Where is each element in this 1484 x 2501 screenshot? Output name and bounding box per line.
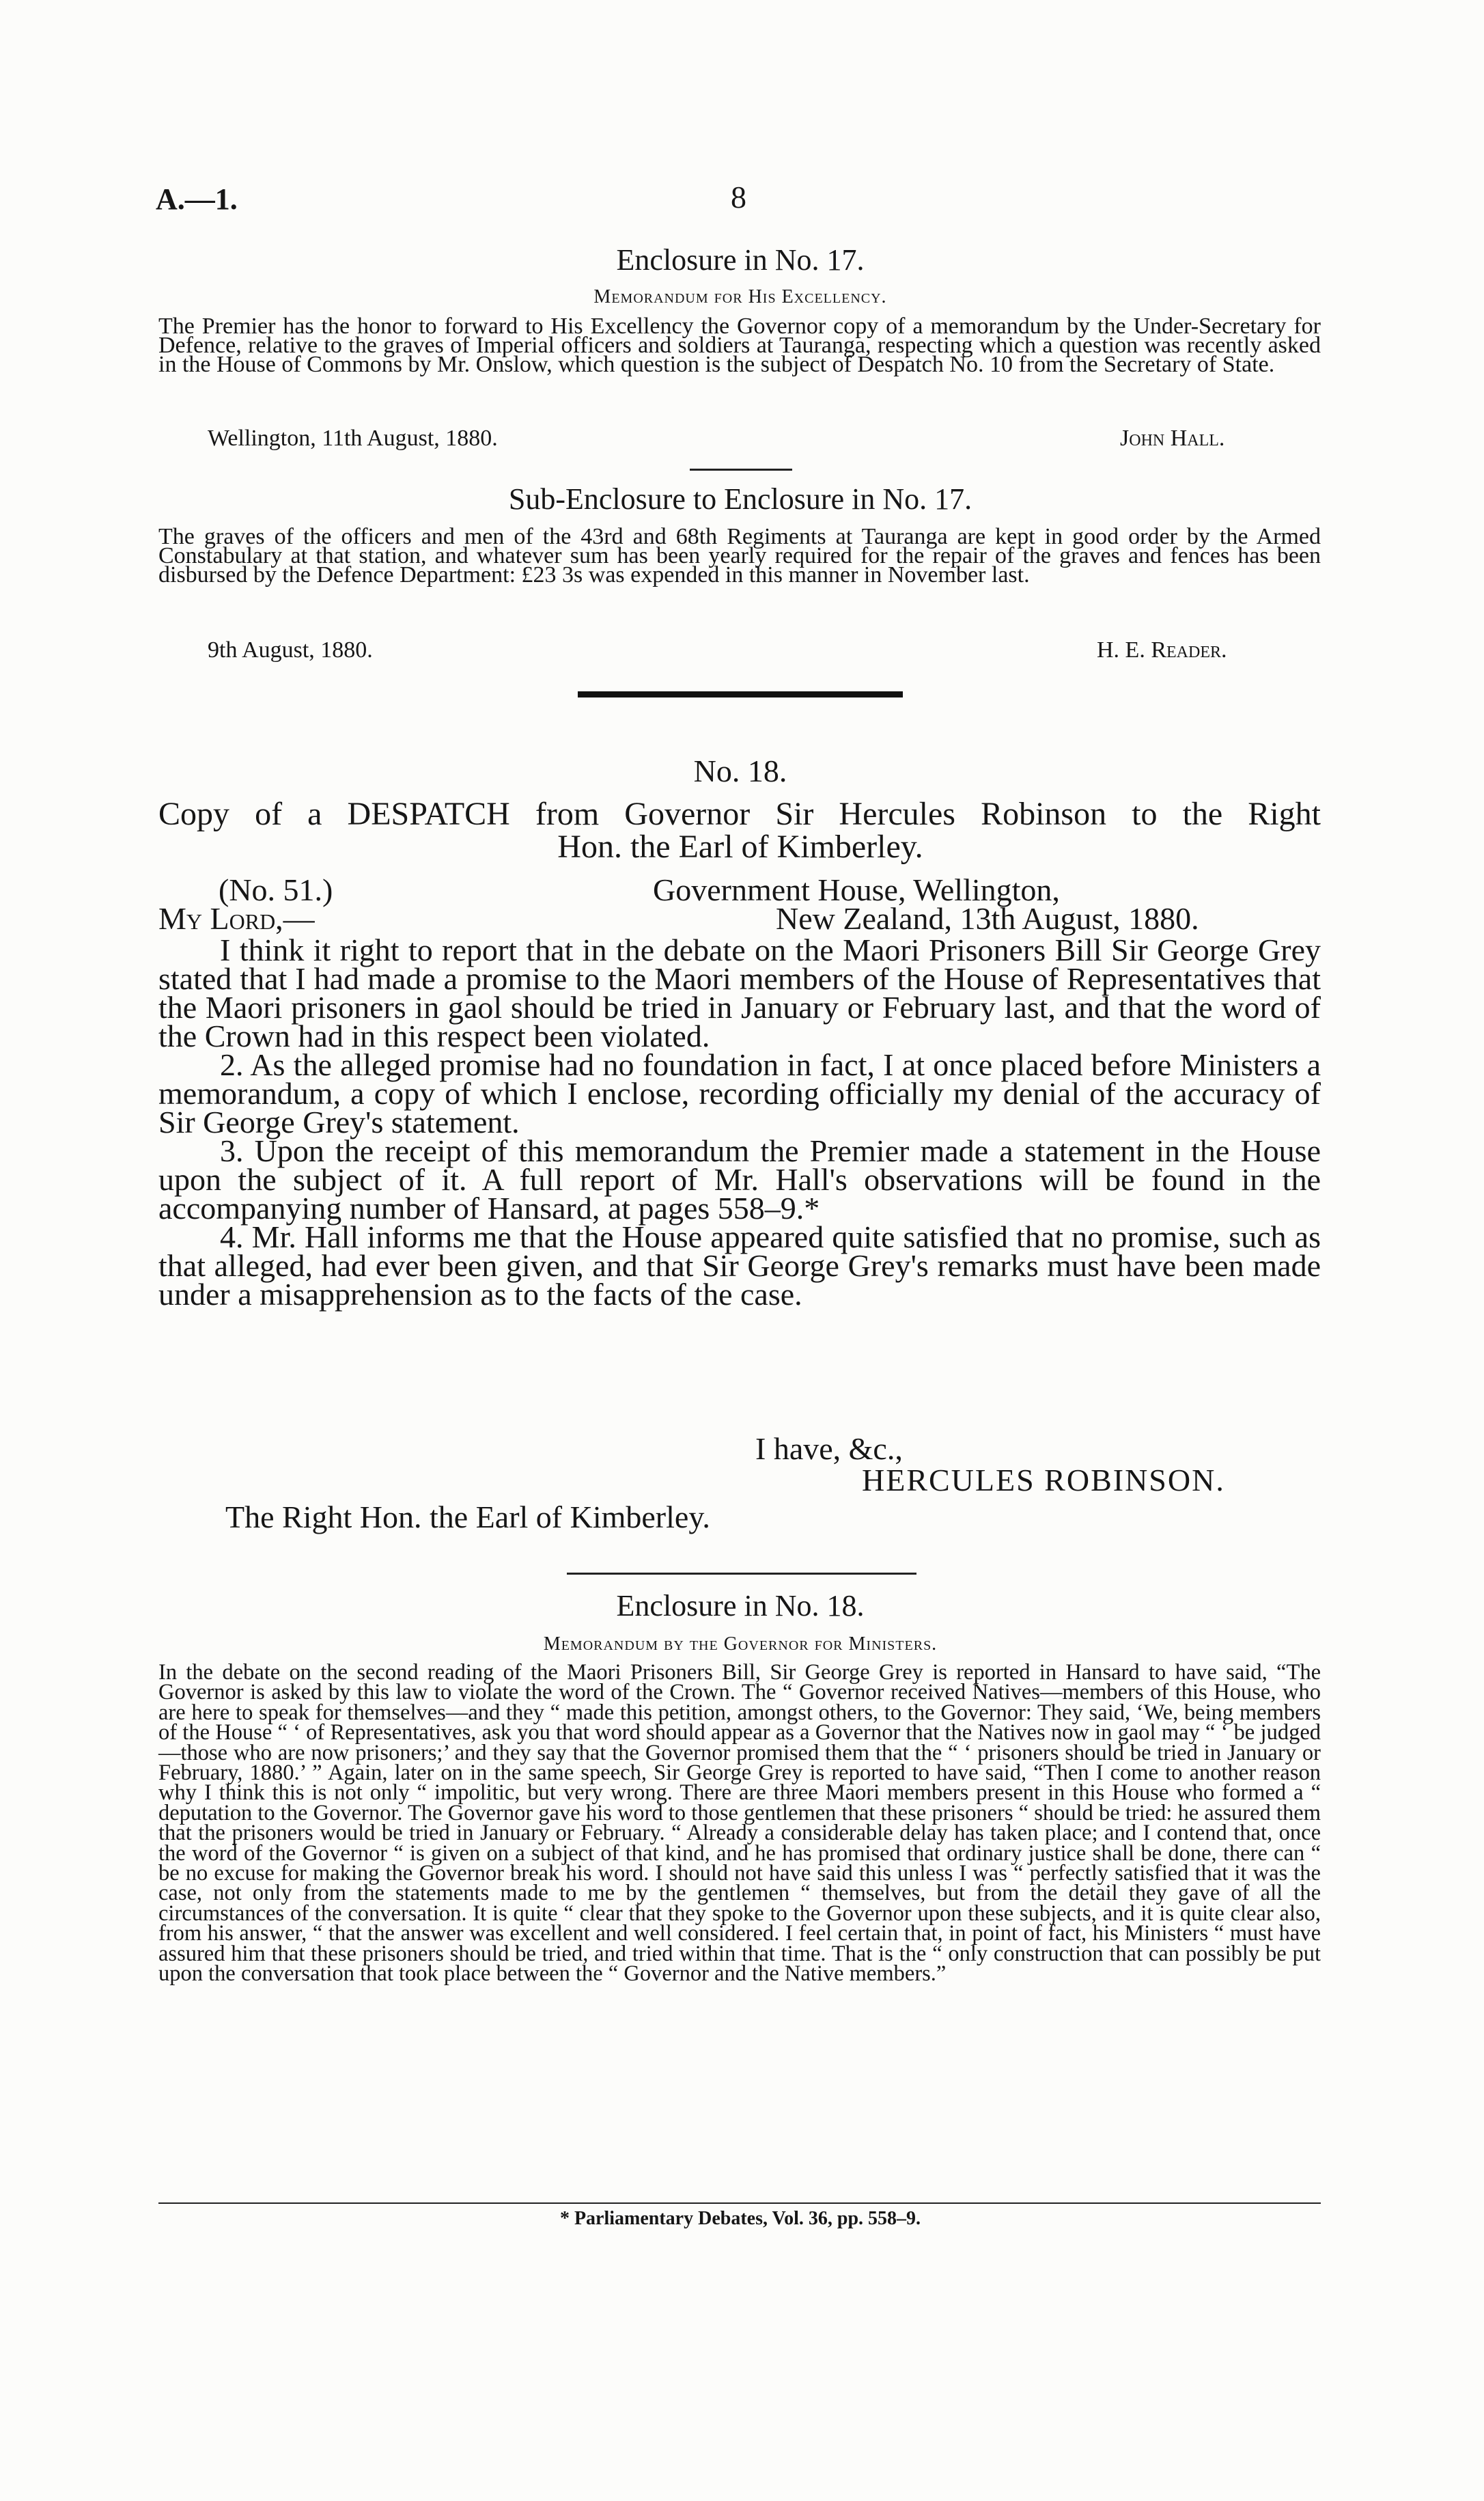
- footnote: * Parliamentary Debates, Vol. 36, pp. 558–9.: [559, 2208, 921, 2229]
- section-divider: [578, 691, 903, 697]
- sub-enclosure17-body: The graves of the officers and men of the 43rd and 68th Regiments at Tauranga are kept in good order by the Armed Constabulary at that station, and whatever sum has been yearly required for the repair of the graves and fences has been disbursed by the Defence Department: £23 3s was expended in this manner in November last.: [158, 524, 1321, 588]
- enclosure17-body: The Premier has the honor to forward to His Excellency the Governor copy of a memorandum by the Under-Secretary for Defence, relative to the graves of Imperial officers and soldiers at Tauranga, respecting which a question was recently asked in the House of Commons by Mr. Onslow, which question is the subject of Despatch No. 10 from the Secretary of State.: [158, 314, 1321, 377]
- despatch-body: [158, 932, 1321, 1312]
- page-number: 8: [731, 180, 746, 215]
- sub-enclosure17-signature: H. E. Reader.: [1097, 637, 1227, 663]
- enclosure18-rule: [567, 1573, 916, 1575]
- enclosure17-memo-heading: Memorandum for His Excellency.: [593, 286, 887, 307]
- series-label: A.—1.: [156, 182, 238, 216]
- sub-enclosure17-date: 9th August, 1880.: [208, 637, 373, 663]
- despatch-paragraph-2: 2. As the alleged promise had no foundation in fact, I at once placed before Ministers a memorandum, a copy of which I enclose, recording officially my denial of the accuracy of Sir George Grey's statement.: [158, 1047, 1321, 1139]
- address-line2: New Zealand, 13th August, 1880.: [776, 901, 1199, 936]
- footnote-rule: [158, 2202, 1321, 2204]
- despatch-paragraph-1: I think it right to report that in the debate on the Maori Prisoners Bill Sir George Grey stated that I had made a promise to the Maori members of the House of Representatives that the Maori prisoners in gaol should be tried in January or February last, and that the word of the Crown had in this respect been violated.: [158, 932, 1321, 1053]
- enclosure18-title: Enclosure in No. 18.: [616, 1589, 865, 1622]
- no18-heading-line1: Copy of a DESPATCH from Governor Sir Hercules Robinson to the Right: [158, 796, 1321, 832]
- enclosure18-body: In the debate on the second reading of the Maori Prisoners Bill, Sir George Grey is reported in Hansard to have said, “The Governor is asked by this law to violate the word of the Crown. The “ Governor received Natives—members of this House, who are here to speak for themselves—and they “ made this petition, amongst others, to the Governor: They said, ‘We, being members of the House “ ‘ of Representatives, ask you that word should appear as a Governor that the Natives now in gaol may “ ‘ be judged—those who are now prisoners;’ and they say that the Governor promised them that the “ ‘ prisoners should be tried in January or February, 1880.’ ” Again, later on in the same speech, Sir George Grey is reported to have said, “Then I come to another reason why I think this is not only “ impolitic, but very wrong. There are three Maori members present in this House who formed a “ deputation to the Governor. The Governor gave his word to those gentlemen that these prisoners “ should be tried: he assured them that the prisoners would be tried in January or February. “ Already a considerable delay has taken place; and I contend that, once the word of the Governor “ is given on a subject of that kind, and he has promised that ordinary justice shall be done, there can “ be no excuse for making the Governor break his word. I should not have said this unless I was “ perfectly satisfied that it was the case, not only from the statements made to me by the gentlemen “ themselves, but from the detail they gave of all the circumstances of the conversation. It is quite “ clear that they spoke to the Governor upon these subjects, and it is quite clear also, from his answer, “ that the answer was excellent and well considered. I feel certain that, in point of fact, his Ministers “ must have assured him that these prisoners should be tried, and tried within that time. That is the “ only construction that can possibly be put upon the conversation that took place between the “ Governor and the Native members.”: [158, 1660, 1321, 1987]
- enclosure18-memo-heading: Memorandum by the Governor for Ministers.: [543, 1633, 938, 1655]
- no18-title: No. 18.: [693, 754, 787, 788]
- addressee: The Right Hon. the Earl of Kimberley.: [225, 1500, 710, 1534]
- despatch-number: (No. 51.): [219, 872, 333, 907]
- enclosure17-title: Enclosure in No. 17.: [616, 243, 865, 277]
- despatch-paragraph-4: 4. Mr. Hall informs me that the House appeared quite satisfied that no promise, such as that alleged, had ever been given, and that Sir George Grey's remarks must have been made under a misapprehension as to the facts of the case.: [158, 1219, 1321, 1312]
- despatch-paragraph-3: 3. Upon the receipt of this memorandum the Premier made a statement in the House upon the subject of it. A full report of Mr. Hall's observations will be found in the accompanying number of Hansard, at pages 558–9.*: [158, 1133, 1321, 1226]
- despatch-signature: HERCULES ROBINSON.: [862, 1463, 1225, 1497]
- address-line1: Government House, Wellington,: [653, 872, 1060, 907]
- closing: I have, &c.,: [755, 1431, 903, 1466]
- sub-enclosure17-title: Sub-Enclosure to Enclosure in No. 17.: [508, 482, 972, 516]
- short-rule: [690, 469, 792, 471]
- salutation: My Lord,—: [158, 901, 315, 936]
- enclosure17-signature: John Hall.: [1120, 426, 1225, 451]
- no18-heading-line2: Hon. the Earl of Kimberley.: [557, 829, 923, 865]
- enclosure17-date: Wellington, 11th August, 1880.: [208, 426, 498, 451]
